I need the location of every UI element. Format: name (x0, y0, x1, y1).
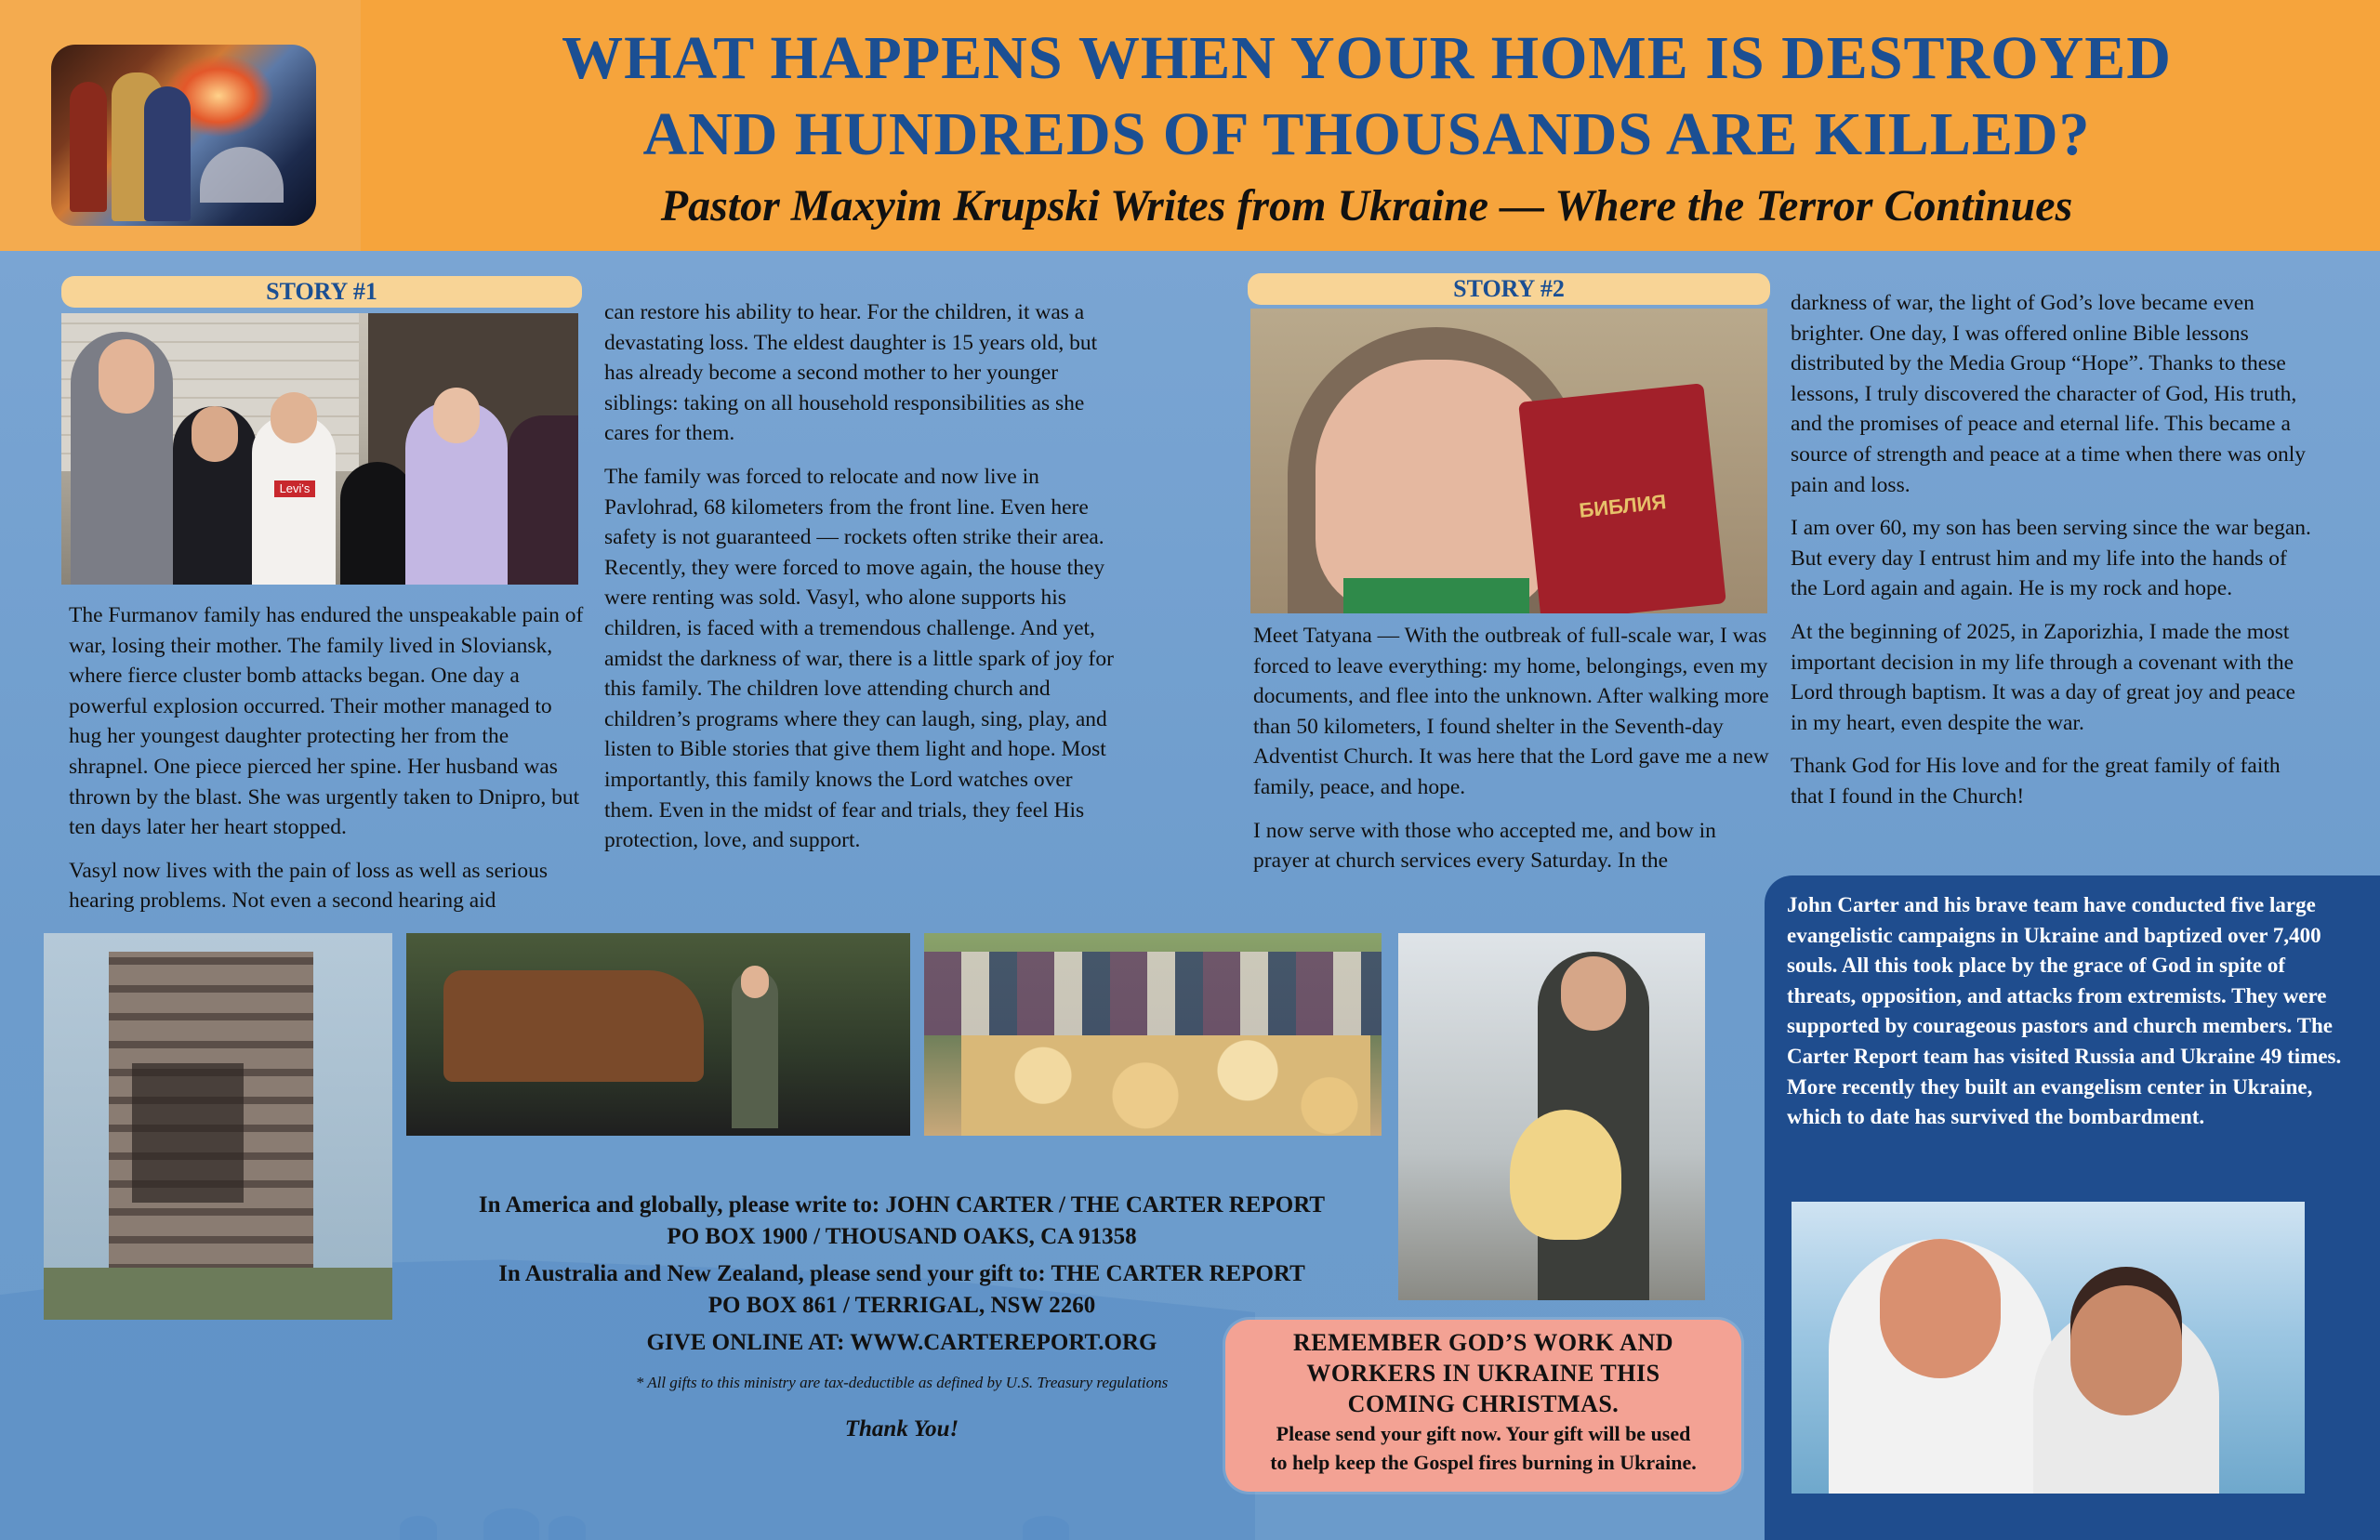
story2-tab: STORY #2 (1248, 273, 1770, 305)
story2-tatyana-photo (1250, 309, 1767, 613)
person-face (192, 406, 238, 462)
person-face (433, 388, 480, 443)
story1-column2 (604, 297, 1125, 869)
header-painting-image (51, 45, 316, 226)
ground (44, 1268, 392, 1320)
contact-america: In America and globally, please write to: JOHN CARTER / THE CARTER REPORT (478, 1192, 1326, 1218)
subheadline: Pastor Maxyim Krupski Writes from Ukraine — Where the Terror Continues (660, 181, 2073, 230)
tax-note: * All gifts to this ministry are tax-deductible as defined by U.S. Treasury regulations (635, 1374, 1169, 1391)
person-teen (508, 415, 578, 585)
story1-paragraph: can restore his ability to hear. For the children, it was a devastating loss. The eldest daughter is 15 years old, but has already become a second mother to her younger siblings: taking on all household responsibilities as she cares for them. (604, 300, 1098, 446)
story2-column2 (1791, 288, 2311, 825)
contact-line (390, 1190, 1413, 1253)
bible-label: БИБЛИЯ (1578, 490, 1668, 522)
destroyed-building-photo (44, 933, 392, 1320)
story1-paragraph: Vasyl now lives with the pain of loss as well as serious hearing problems. Not even a second hearing aid (69, 858, 548, 914)
person-face (271, 392, 317, 443)
levis-logo: Levi's (274, 480, 315, 497)
face (1316, 360, 1557, 613)
contact-australia-address: PO BOX 861 / TERRIGAL, NSW 2260 (707, 1293, 1096, 1318)
aid-bag (1510, 1110, 1621, 1240)
story2-paragraph: At the beginning of 2025, in Zaporizhia, I made the most important decision in my life through a covenant with the Lord through baptism. It was a day of great joy and peace in my heart, even despite the war. (1791, 619, 2295, 735)
aid-worker-photo (1398, 933, 1705, 1300)
carter-info-text: John Carter and his brave team have conducted five large evangelistic campaigns in Ukraine and baptized over 7,400 souls. All this took place by the grace of God in spite of threats, opposition, and attacks from extremists. They were supported by courageous pastors and church members. The Carter Report team has visited Russia and Ukraine 49 times. More recently they built an evangelism center in Ukraine, which to date has survived the bombardment. (1787, 893, 2342, 1129)
flame-shape (1023, 1516, 1069, 1540)
flame-shape (549, 1516, 586, 1540)
story2-paragraph: Thank God for His love and for the great family of faith that I found in the Church! (1791, 754, 2281, 809)
person-child (340, 462, 415, 585)
bible-book (1518, 383, 1726, 613)
contact-line (390, 1258, 1413, 1322)
christmas-line1: REMEMBER GOD’S WORK AND (1293, 1329, 1673, 1356)
soldier-face (1561, 956, 1626, 1031)
thank-you: Thank You! (844, 1416, 959, 1441)
green-shirt (1343, 578, 1529, 613)
destroyed-tank-photo (406, 933, 910, 1136)
woman-face (2070, 1285, 2182, 1415)
story2-paragraph: I am over 60, my son has been serving since the war began. But every day I entrust him and my life into the hands of the Lord again and again. He is my rock and hope. (1791, 516, 2311, 601)
crowd (924, 952, 1382, 1035)
flame-shape (483, 1508, 539, 1540)
man-face (1880, 1239, 2001, 1378)
story2-column1 (1253, 621, 1776, 889)
person-face (741, 966, 769, 998)
christmas-appeal-box (1225, 1320, 1741, 1492)
story1-tab: STORY #1 (61, 276, 582, 308)
christmas-line4: Please send your gift now. Your gift will be used (1276, 1422, 1691, 1445)
story2-paragraph: Meet Tatyana — With the outbreak of full-scale war, I was forced to leave everything: my home, belongings, even my documents, and flee into the unknown. After walking more than 50 kilometers, I found shelter in the Seventh-day Adventist Church. It was here that the Lord gave me a new family, peace, and hope. (1253, 624, 1769, 799)
contact-online[interactable]: GIVE ONLINE AT: WWW.CARTEREPORT.ORG (646, 1330, 1157, 1355)
story1-paragraph: The Furmanov family has endured the unspeakable pain of war, losing their mother. The family lived in Sloviansk, where fierce cluster bomb attacks began. One day a powerful explosion occurred. Their mother managed to hug her youngest daughter protecting her from the shrapnel. One piece pierced her spine. Her husband was thrown by the blast. She was urgently taken to Dnipro, but ten days later her heart stopped. (69, 603, 584, 840)
painting-figure (70, 82, 107, 212)
contact-australia: In Australia and New Zealand, please send your gift to: THE CARTER REPORT (498, 1261, 1305, 1286)
painting-figure (144, 86, 191, 221)
burned-vehicle (443, 970, 704, 1082)
story1-family-photo (61, 313, 578, 585)
header-banner (0, 0, 2380, 251)
food-bags (961, 1035, 1370, 1136)
christmas-line2: WORKERS IN UKRAINE THIS (1306, 1360, 1660, 1387)
christmas-line5: to help keep the Gospel fires burning in Ukraine. (1270, 1451, 1697, 1474)
story2-paragraph: darkness of war, the light of God’s love became even brighter. One day, I was offered online Bible lessons distributed by the Media Group “Hope”. Thanks to these lessons, I truly discovered the character of God, His truth, and the promises of peace and eternal life. This became a source of strength and peace at a time when there was only pain and loss. (1791, 291, 2306, 497)
christmas-line3: COMING CHRISTMAS. (1347, 1390, 1620, 1417)
headline (390, 20, 2343, 173)
story1-paragraph: The family was forced to relocate and now live in Pavlohrad, 68 kilometers from the front line. Even here safety is not guaranteed — rockets often strike their area. Recently, they were forced to move again, the house they were renting was sold. Vasyl, who alone supports his children, is faced with a tremendous challenge. And yet, amidst the darkness of war, there is a little spark of joy for this family. The children love attending church and children’s programs where they can laugh, sing, play, and listen to Bible stories that give them light and hope. Most importantly, this family knows the Lord watches over them. Even in the midst of fear and trials, they feel His protection, love, and support. (604, 464, 1114, 853)
contact-america-address: PO BOX 1900 / THOUSAND OAKS, CA 91358 (667, 1224, 1137, 1249)
baptism-photo (1792, 1202, 2305, 1494)
person-face (99, 339, 154, 414)
food-distribution-photo (924, 933, 1382, 1136)
painting-dome (200, 147, 284, 203)
headline-line1: WHAT HAPPENS WHEN YOUR HOME IS DESTROYED (562, 24, 2172, 92)
building-damage (132, 1063, 244, 1203)
story1-column1 (69, 600, 589, 929)
story2-paragraph: I now serve with those who accepted me, and bow in prayer at church services every Saturday. In the (1253, 818, 1716, 874)
headline-line2: AND HUNDREDS OF THOUSANDS ARE KILLED? (642, 100, 2091, 168)
flame-shape (400, 1516, 437, 1540)
